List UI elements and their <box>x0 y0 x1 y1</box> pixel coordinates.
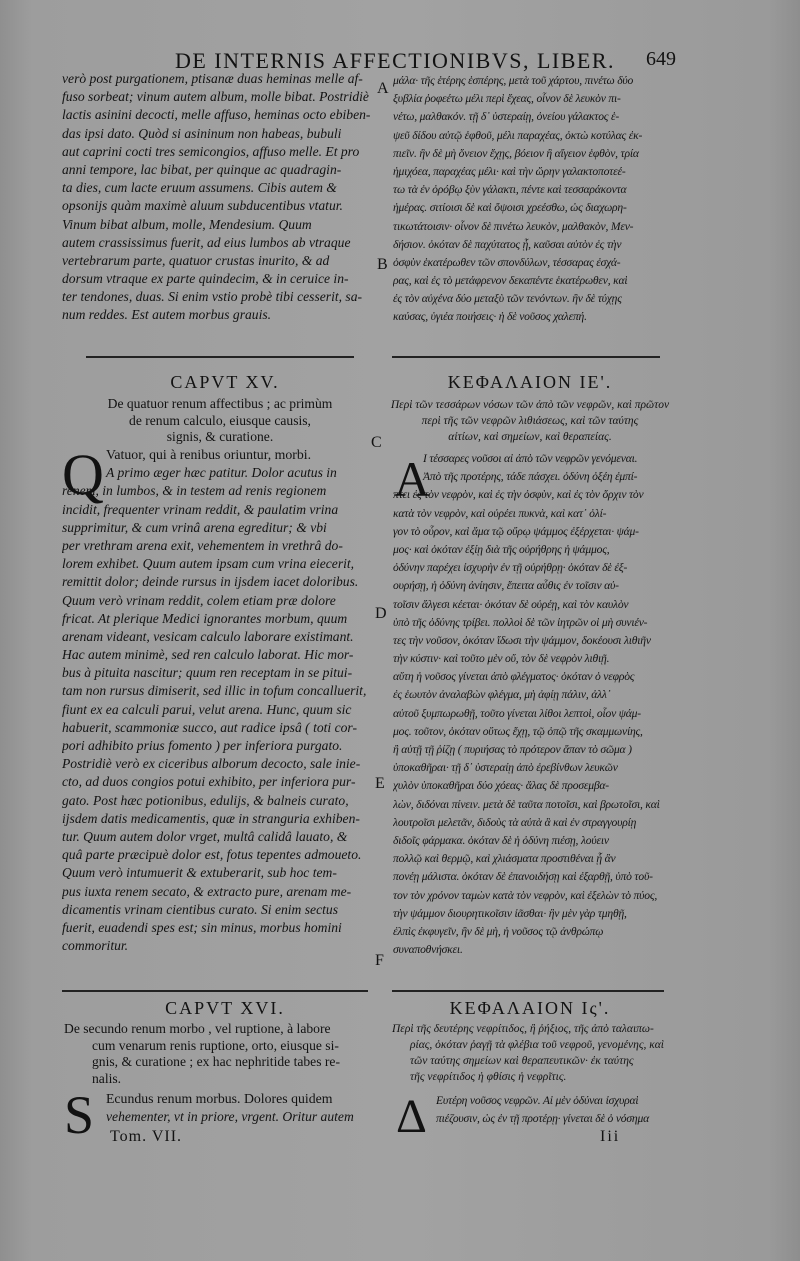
text-line: ἡμιχόεα, παραχέας μέλι· καὶ τὴν ὥρην γαλακτοποτεέ- <box>393 164 626 178</box>
greek-top-text <box>393 72 668 327</box>
text-line: supprimitur, & cum vrinâ arena egreditur; & vbi <box>62 519 327 535</box>
text-line: Vatuor, qui à renibus oriuntur, morbi. <box>106 447 312 462</box>
latin-chapter-16-text <box>106 1090 374 1126</box>
text-line: λὼν, διδόναι πίνειν. μετὰ δὲ ταῦτα ποτοῖσι, καὶ βρωτοῖσι, καὶ <box>393 797 660 811</box>
text-line: χυλὸν ὑποκαθῆραι δύο χόεας· ἅλας δὲ προσεμβα- <box>393 779 609 793</box>
chapter-16-greek-heading: ΚΕΦΑΛΑΙΟΝ Ις'. <box>449 998 611 1018</box>
text-line: habuerit, scammoniæ succo, aut radice ipsâ ( toti cor- <box>62 719 357 735</box>
text-line: ρας, καὶ ἐς τὸ μετάφρενον δεκαπέντε ἑκατέρωθεν, καὶ <box>393 274 628 288</box>
text-line: remittit dolor; deinde rursus in ijsdem iacet doloribus. <box>62 574 359 590</box>
text-line: opsonijs quàm maximè aluum subducentibus vtatur. <box>62 198 343 214</box>
text-line: ἢ αὐτῇ τῇ ῥίζῃ ( πυριήσας τὸ πρότερον ἅπαν τὸ σῶμα ) <box>393 743 632 756</box>
margin-letter-b: B <box>377 256 388 273</box>
summary-line: gnis, & curatione ; ex hac nephritide tabes re- <box>92 1054 340 1069</box>
text-line: bus à pituita nascitur; quum ren receptam in se pitui- <box>62 665 353 681</box>
text-line: lorem exhibet. Quum autem ipsam cum vrina eiecerit, <box>62 556 355 572</box>
margin-letter-e: E <box>375 775 385 792</box>
text-line: autem crassissimus fuerit, ad eius lumbos ab vtraque <box>62 234 351 250</box>
text-line: fiunt ex ea calculi parui, velut arena. Hunc, quum sic <box>62 701 352 717</box>
divider-rule <box>392 356 660 358</box>
text-line: Postridiè verò ex ciceribus alborum decocto, sale inie- <box>62 756 361 772</box>
latin-drop-cap-q: Q <box>62 442 104 507</box>
chapter-15-latin-summary <box>70 396 370 446</box>
margin-letter-d: D <box>375 605 387 622</box>
text-line: Ἀπὸ τῆς προτέρης, τάδε πάσχει. ὀδύνη ὀξέη ἐμπί- <box>423 470 638 484</box>
text-line: μος. τοῦτον, ὁκόταν οὕτως ἔχῃ, τῷ ὀπῷ τῆς σκαμμωνίης, <box>393 724 643 738</box>
latin-top-text <box>62 70 372 325</box>
text-line: διδοῖς φάρμακα. ὁκόταν δὲ ἡ ὀδύνη πιέσῃ, λούειν <box>393 833 609 847</box>
greek-chapter-15-text <box>393 450 668 959</box>
summary-line: de renum calculo, eiusque causis, <box>129 412 311 428</box>
summary-line: τῶν ταύτης σημείων καὶ θεραπευτικῶν· ἐκ ταύτης <box>410 1055 634 1067</box>
text-line: dicamentis vrinam cientibus curato. Si enim sectus <box>62 901 338 917</box>
text-line: τικωτάτοισιν· οἶνον δὲ πινέτω λευκὸν, μαλθακὸν, Μεν- <box>393 219 634 233</box>
margin-letter-c: C <box>371 434 382 451</box>
chapter-16-latin-heading: CAPVT XVI. <box>165 998 285 1018</box>
text-line: renem, in lumbos, & in testem ad renis regionem <box>62 483 327 499</box>
latin-drop-cap-s: S <box>64 1085 95 1145</box>
text-line: συναποθνήσκει. <box>393 943 463 957</box>
text-line: τοῖσιν ἄλγεσι κέεται· ὁκόταν δὲ οὐρέῃ, καὶ τὸν καυλὸν <box>393 597 629 611</box>
text-line: Vinum bibat album, molle, Mendesium. Quum <box>62 216 312 232</box>
text-line: κατὰ τὸν νεφρὸν, καὶ οὐρέει πυκνὰ, καὶ κατ᾽ ὀλί- <box>393 506 607 520</box>
text-line: ὀσφὺν ἑκατέρωθεν τῶν σπονδύλων, τέσσαρας ἐσχά- <box>393 255 621 269</box>
text-line: πτει ἐς τὸν νεφρὸν, καὶ ἐς τὴν ὀσφὺν, καὶ ἐς τὸν ὄρχιν τὸν <box>393 488 644 502</box>
text-line: ὀδύνην παρέχει ἰσχυρὴν ἐν τῇ οὐρήθρῃ· ὁκόταν δὲ ἐξ- <box>393 561 628 575</box>
text-line: πολλῷ καὶ θερμῷ, καὶ χλιάσματα προστιθέναι ᾗ ἂν <box>393 852 616 866</box>
text-line: ουρήσῃ, ἡ ὀδύνη ἀνίησιν, ἔπειτα αὖθις ἐν τοῖσιν αὐ- <box>393 579 619 593</box>
text-line: Hac autem minimè, sed ren calculo laborat. Hic mor- <box>62 647 354 663</box>
running-title: DE INTERNIS AFFECTIONIBVS, LIBER. <box>174 48 615 73</box>
text-line: Quum verò vrinam reddit, colem etiam præ dolore <box>62 592 336 608</box>
text-line: fuso sorbeat; vinum autem album, molle bibat. Postridiè <box>62 89 369 105</box>
text-line: ἐς ἑωυτὸν ἀναλαβὼν φλέγμα, μὴ ἀφίῃ πάλιν, ἀλλ᾽ <box>393 688 611 702</box>
text-line: vertebrarum parte, quatuor crustas inurito, & ad <box>62 252 330 268</box>
greek-drop-cap-alpha: Α <box>394 451 431 507</box>
text-line: μος· καὶ ὁκόταν ἐξίῃ διὰ τῆς οὐρήθρης ἡ ψάμμος, <box>393 542 610 556</box>
text-line: ta dies, cum lacte eruum assumens. Cibis autem & <box>62 180 337 196</box>
text-line: Ευτέρη νοῦσος νεφρῶν. Αἱ μὲν ὀδύναι ἰσχυραὶ <box>436 1094 639 1107</box>
text-line: cto, ad duos congios potui exhibito, per inferiora pur- <box>62 774 356 790</box>
text-line: anni tempore, lac bibat, per quinque ac quadragin- <box>62 161 342 177</box>
summary-line: ρίας, ὁκόταν ῥαγῇ τὰ φλέβια τοῦ νεφροῦ, γενομένης, καὶ <box>410 1039 664 1051</box>
summary-line: περὶ τῆς τῶν νεφρῶν λιθιάσεως, καὶ τῶν ταύτης <box>421 415 639 427</box>
margin-letter-f: F <box>375 952 384 969</box>
volume-signature: Tom. VII. <box>110 1128 183 1145</box>
text-line: gato. Post hæc potionibus, edulijs, & balneis curato, <box>62 792 349 808</box>
text-line: A primo æger hæc patitur. Dolor acutus in <box>106 465 337 481</box>
text-line: tam non rursus dimiserit, sed illic in tofum concalluerit, <box>62 683 367 699</box>
text-line: num reddes. Est autem morbus grauis. <box>62 307 272 323</box>
summary-line: cum venarum renis ruptione, orto, eiusque si- <box>92 1037 339 1053</box>
chapter-15-greek-summary <box>390 397 670 445</box>
gathering-signature: Iii <box>600 1128 621 1145</box>
text-line: τω τὰ ἐν ὀρόβῳ ξὺν γάλακτι, πέντε καὶ τεσσαράκοντα <box>393 183 627 197</box>
text-line: ξυβλία ῥοφεέτω μέλι περὶ ἔχεας, οἶνον δὲ λευκὸν πι- <box>393 92 621 106</box>
text-line: πιεῖν. ἢν δὲ μὴ ὄνειον ἔχῃς, βόειον ἢ αἴγειον ἑφθὸν, τρία <box>393 146 639 160</box>
text-line: πιέζουσιν, ὡς ἐν τῇ προτέρῃ· γίνεται δὲ ὁ νόσημα <box>436 1112 649 1126</box>
text-line: μάλα· τῆς ἑτέρης ἑσπέρης, μετὰ τοῦ χάρτου, πινέτω δύο <box>393 74 634 87</box>
text-line: das ipsi dato. Quòd si asininum non habeas, bubuli <box>62 125 342 141</box>
text-line: ὑποκαθῆραι· τῇ δ᾽ ὑστεραίῃ ἀπὸ ἐρεβίνθων λευκῶν <box>393 761 618 775</box>
text-line: fuerit, euadendi spes est; sin minus, morbus homini <box>62 919 342 935</box>
summary-line: τῆς νεφρίτιδος ἡ φθίσις ἡ νεφρῖτις. <box>410 1071 567 1083</box>
text-line: commoritur. <box>62 938 129 954</box>
text-line: νέτω, μαλθακόν. τῇ δ᾽ ὑστεραίῃ, ὀνείου γάλακτος ἑ- <box>393 110 620 124</box>
text-line: Ι τέσσαρες νοῦσοι αἱ ἀπὸ τῶν νεφρῶν γενόμεναι. <box>423 452 638 465</box>
text-line: ἐλπὶς ἐκφυγεῖν, ἢν δὲ μὴ, ἡ νοῦσος τῷ ἀνθρώπῳ <box>393 924 604 938</box>
summary-line: nalis. <box>92 1070 122 1086</box>
text-line: δήσιον. ὁκόταν δὲ παχύτατος ᾖ, καῦσαι αὐτὸν ἐς τὴν <box>393 237 622 251</box>
text-line: αὐτοῦ ξυμπωρωθῇ, τοῦτο γίνεται λίθοι λεπτοὶ, οἷον ψάμ- <box>393 706 641 720</box>
summary-line: signis, & curatione. <box>166 429 274 444</box>
text-line: per vrethram arena exit, vehementem in vrethrâ do- <box>62 537 343 553</box>
text-line: arenam videant, vesicam calculo laborare existimant. <box>62 628 354 644</box>
text-line: γον τὸ οὖρον, καὶ ἅμα τῷ οὔρῳ ψάμμος ἐξέρχεται· ψάμ- <box>393 524 639 538</box>
summary-line: De secundo renum morbo , vel ruptione, à labore <box>64 1021 331 1036</box>
text-line: τὴν κύστιν· καὶ τοῦτο μὲν οὔ, τὸν δὲ νεφρὸν λιθιῇ. <box>393 652 610 666</box>
text-line: ψεῦ δίδου αὐτῷ ἑφθοῦ, μέλι παραχέας, ὀκτὼ κοτύλας ἐκ- <box>393 128 643 142</box>
summary-line: De quatuor renum affectibus ; ac primùm <box>107 396 333 411</box>
page-number: 649 <box>646 48 676 70</box>
summary-line: Περὶ τῶν τεσσάρων νόσων τῶν ἀπὸ τῶν νεφρῶν, καὶ πρῶτον <box>390 399 670 411</box>
text-line: τες τὴν νοῦσον, ὁκόταν ἴδωσι τὴν ψάμμον, δοκέουσι λιθιῆν <box>393 633 651 647</box>
greek-chapter-16-text <box>436 1092 668 1128</box>
text-line: Ecundus renum morbus. Dolores quidem <box>106 1091 333 1106</box>
text-line: Quum verò intumuerit & extuberarit, sub hoc tem- <box>62 865 337 881</box>
text-line: incidit, frequenter vrinam reddit, & paulatim vrina <box>62 501 339 517</box>
text-line: λουτροῖσι μελετᾶν, διδοὺς τὰ αὐτὰ ἃ καὶ ἐν στραγγουρίῃ <box>393 815 637 829</box>
text-line: ἡμέρας. σιτίοισι δὲ καὶ ὄψοισι χρεέσθω, ὡς διαχωρη- <box>393 201 627 215</box>
summary-line: Περὶ τῆς δευτέρης νεφρίτιδος, ἢ ῥήξιος, τῆς ἀπὸ ταλαιπω- <box>392 1023 654 1035</box>
divider-rule <box>392 990 664 992</box>
text-line: ter tendones, duas. Si enim vstio probè tibi cesserit, sa- <box>62 289 363 305</box>
margin-letter-a: A <box>377 80 389 97</box>
text-line: pus iuxta renem secato, & extracto pure, arenam me- <box>62 883 352 899</box>
text-line: tur. Quum autem dolor vrget, multâ calidâ lauato, & <box>62 828 348 844</box>
text-line: ἐς τὸν αὐχένα δύο μεταξὺ τῶν τενόντων. ἢν δὲ τύχῃς <box>393 292 622 306</box>
text-line: fricat. At plerique Medici ignorantes morbum, quum <box>62 610 348 626</box>
text-line: quâ parte præcipuè dolor est, fotus tepentes admoueto. <box>62 847 362 863</box>
greek-drop-cap-delta: Δ <box>396 1090 427 1143</box>
divider-rule <box>86 356 354 358</box>
text-line: vehementer, vt in priore, vrgent. Oritur autem <box>106 1109 354 1125</box>
text-line: dorsum vtraque ex parte quindecim, & in ceruice in- <box>62 271 349 287</box>
text-line: ὑπὸ τῆς ὀδύνης τρίβει. πολλοὶ δὲ τῶν ἰητρῶν οἱ μὴ συνιέν- <box>393 615 648 629</box>
text-line: πονέῃ μάλιστα. ὁκόταν δὲ ἐπανοιδήσῃ καὶ ἐξαρθῇ, ὑπὸ τοῦ- <box>393 870 653 884</box>
text-line: pori adhibito prius fomento ) per inferiora purgato. <box>62 738 343 753</box>
text-line: καύσας, ὑγιέα ποιήσεις· ἡ δὲ νοῦσος χαλεπή. <box>393 310 587 324</box>
text-line: τον τὸν χρόνον ταμὼν κατὰ τὸν νεφρὸν, καὶ ἐξελὼν τὸ πύος, <box>393 888 658 902</box>
text-line: αὕτη ἡ νοῦσος γίνεται ἀπὸ φλέγματος· ὁκόταν ὁ νεφρὸς <box>393 670 635 684</box>
summary-line: αἰτίων, καὶ σημείων, καὶ θεραπείας. <box>448 431 612 443</box>
latin-chapter-15-text <box>62 442 372 955</box>
chapter-16-latin-summary <box>64 1021 372 1087</box>
text-line: τὴν ψάμμον διουρητικοῖσιν ἰᾶσθαι· ἢν μὲν γὰρ τμηθῇ, <box>393 906 627 920</box>
chapter-15-greek-heading: ΚΕΦΑΛΑΙΟΝ ΙΕ'. <box>447 372 613 392</box>
text-line: aut caprini cocti tres semicongios, affuso melle. Et pro <box>62 143 360 159</box>
chapter-16-greek-summary <box>392 1021 670 1085</box>
divider-rule <box>62 990 368 992</box>
text-line: lactis asinini decocti, melle affuso, heminas octo ebiben- <box>62 107 371 123</box>
text-line: verò post purgationem, ptisanæ duas heminas melle af- <box>62 71 363 86</box>
chapter-15-latin-heading: CAPVT XV. <box>170 372 280 392</box>
text-line: ijsdem datis medicamentis, quæ in stranguria exhiben- <box>62 810 360 826</box>
